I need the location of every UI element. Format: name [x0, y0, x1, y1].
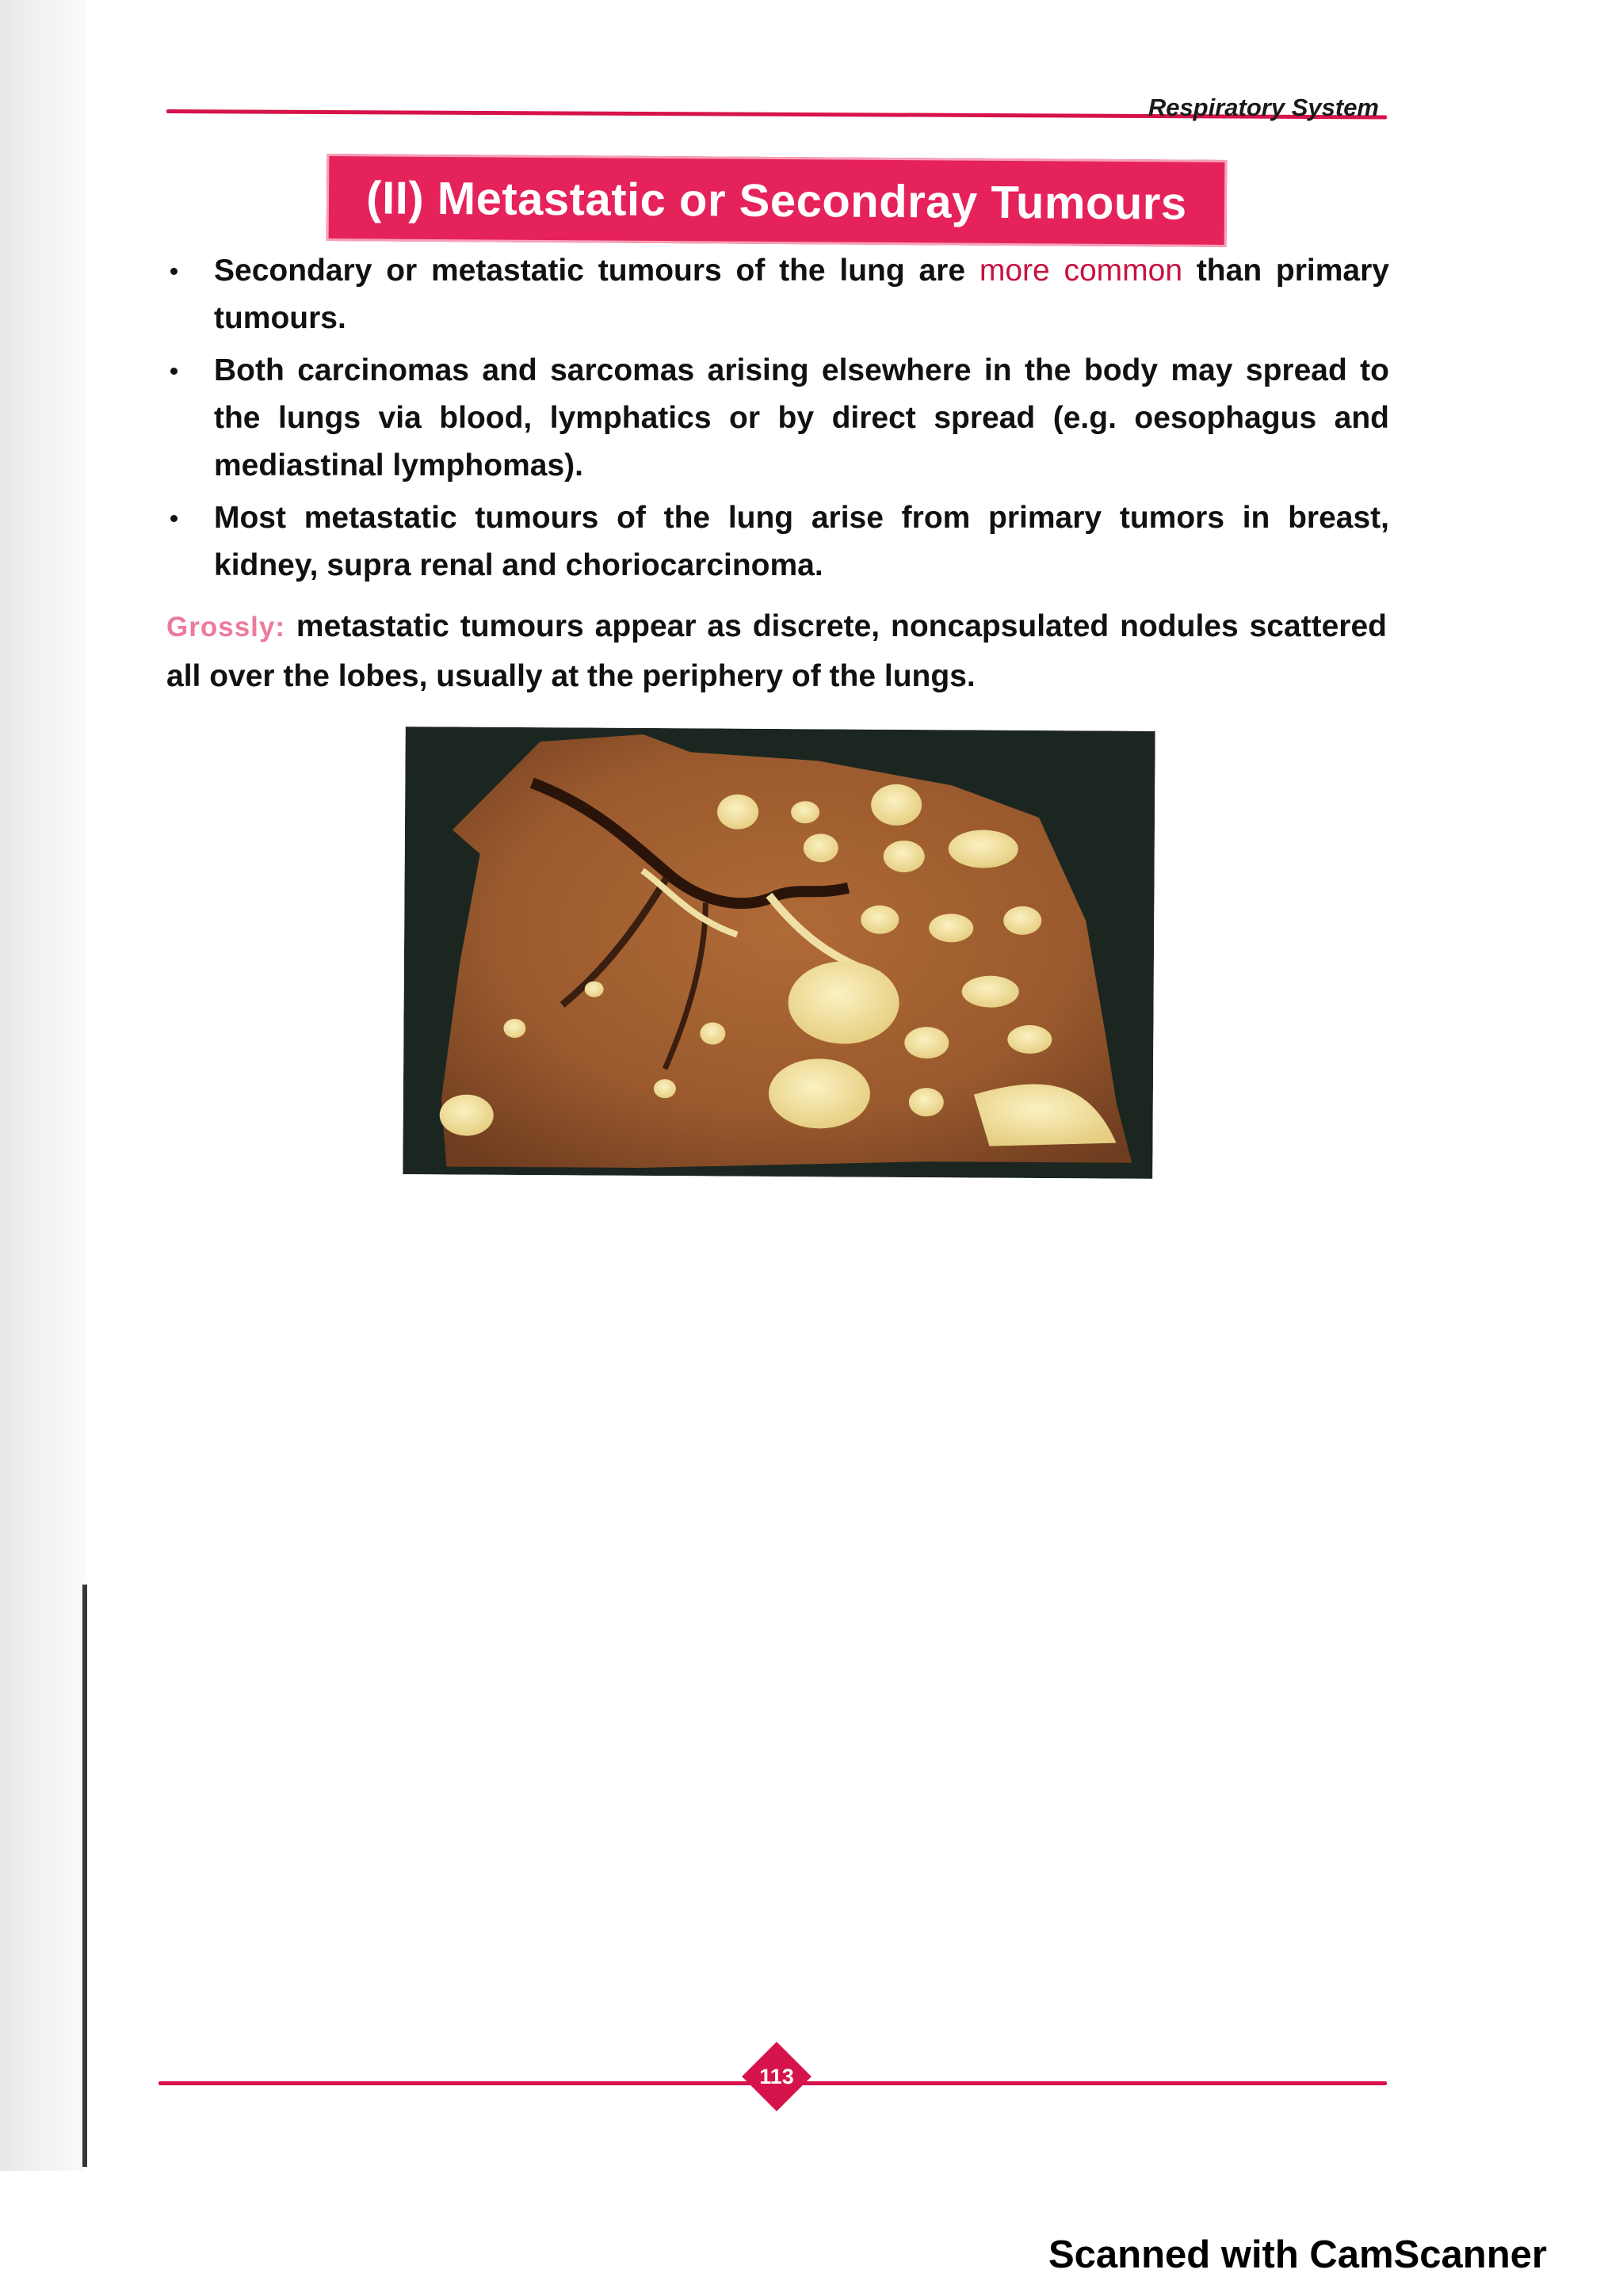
bullet-dot-icon [170, 368, 178, 375]
bullet-3-text: Most metastatic tumours of the lung arise from primary tumors in breast, kidney, supra renal and choriocarcinoma. [214, 501, 1389, 582]
grossly-text: metastatic tumours appear as discrete, noncapsulated nodules scattered all over the lobes, usually at the periphery of the lungs. [166, 609, 1387, 693]
metastatic-nodule [585, 982, 604, 997]
bullet-dot-icon [170, 268, 178, 275]
lung-metastases-photo [403, 727, 1155, 1179]
metastatic-nodule [503, 1019, 525, 1038]
bullet-1-text-before: Secondary or metastatic tumours of the lung are [214, 254, 966, 288]
bullet-item-2 [162, 347, 1389, 490]
bullet-item-3 [162, 494, 1389, 589]
section-title-banner [327, 154, 1228, 247]
metastatic-nodule [904, 1027, 949, 1058]
bullet-dot-icon [170, 515, 178, 522]
metastatic-nodule [1007, 1025, 1052, 1054]
running-header: Respiratory System [1148, 93, 1379, 121]
book-page-edge [0, 0, 86, 2171]
metastatic-nodule [884, 841, 925, 872]
grossly-label: Grossly: [166, 612, 285, 643]
metastatic-nodule [909, 1088, 944, 1116]
page-number: 113 [759, 2065, 794, 2088]
scanner-watermark: Scanned with CamScanner [1048, 2233, 1547, 2276]
metastatic-nodule [717, 795, 758, 830]
metastatic-nodule [700, 1022, 725, 1044]
metastatic-nodule [769, 1058, 871, 1129]
bullet-1-text-after: than primary tumours. [214, 254, 1389, 335]
metastatic-nodule [791, 801, 819, 823]
book-binding-shadow [82, 1585, 87, 2167]
grossly-paragraph [166, 602, 1387, 701]
metastatic-nodule [929, 913, 973, 942]
metastatic-nodule [861, 906, 899, 934]
bullet-2-text: Both carcinomas and sarcomas arising elsewhere in the body may spread to the lungs via blood, lymphatics or by direct spread (e.g. oesophagus and mediastinal lymphomas). [214, 353, 1389, 482]
metastatic-nodule [1003, 906, 1041, 935]
metastatic-nodule [788, 961, 899, 1044]
metastatic-nodule [804, 833, 838, 862]
bullet-list [162, 247, 1389, 594]
section-title: (II) Metastatic or Secondray Tumours [366, 171, 1187, 230]
metastatic-nodule [654, 1079, 676, 1098]
bullet-item-1 [162, 247, 1389, 342]
bullet-1-highlight: more common [979, 254, 1183, 288]
metastatic-nodule [440, 1094, 494, 1135]
lung-section-illustration [403, 727, 1155, 1179]
metastatic-nodule [871, 784, 922, 826]
